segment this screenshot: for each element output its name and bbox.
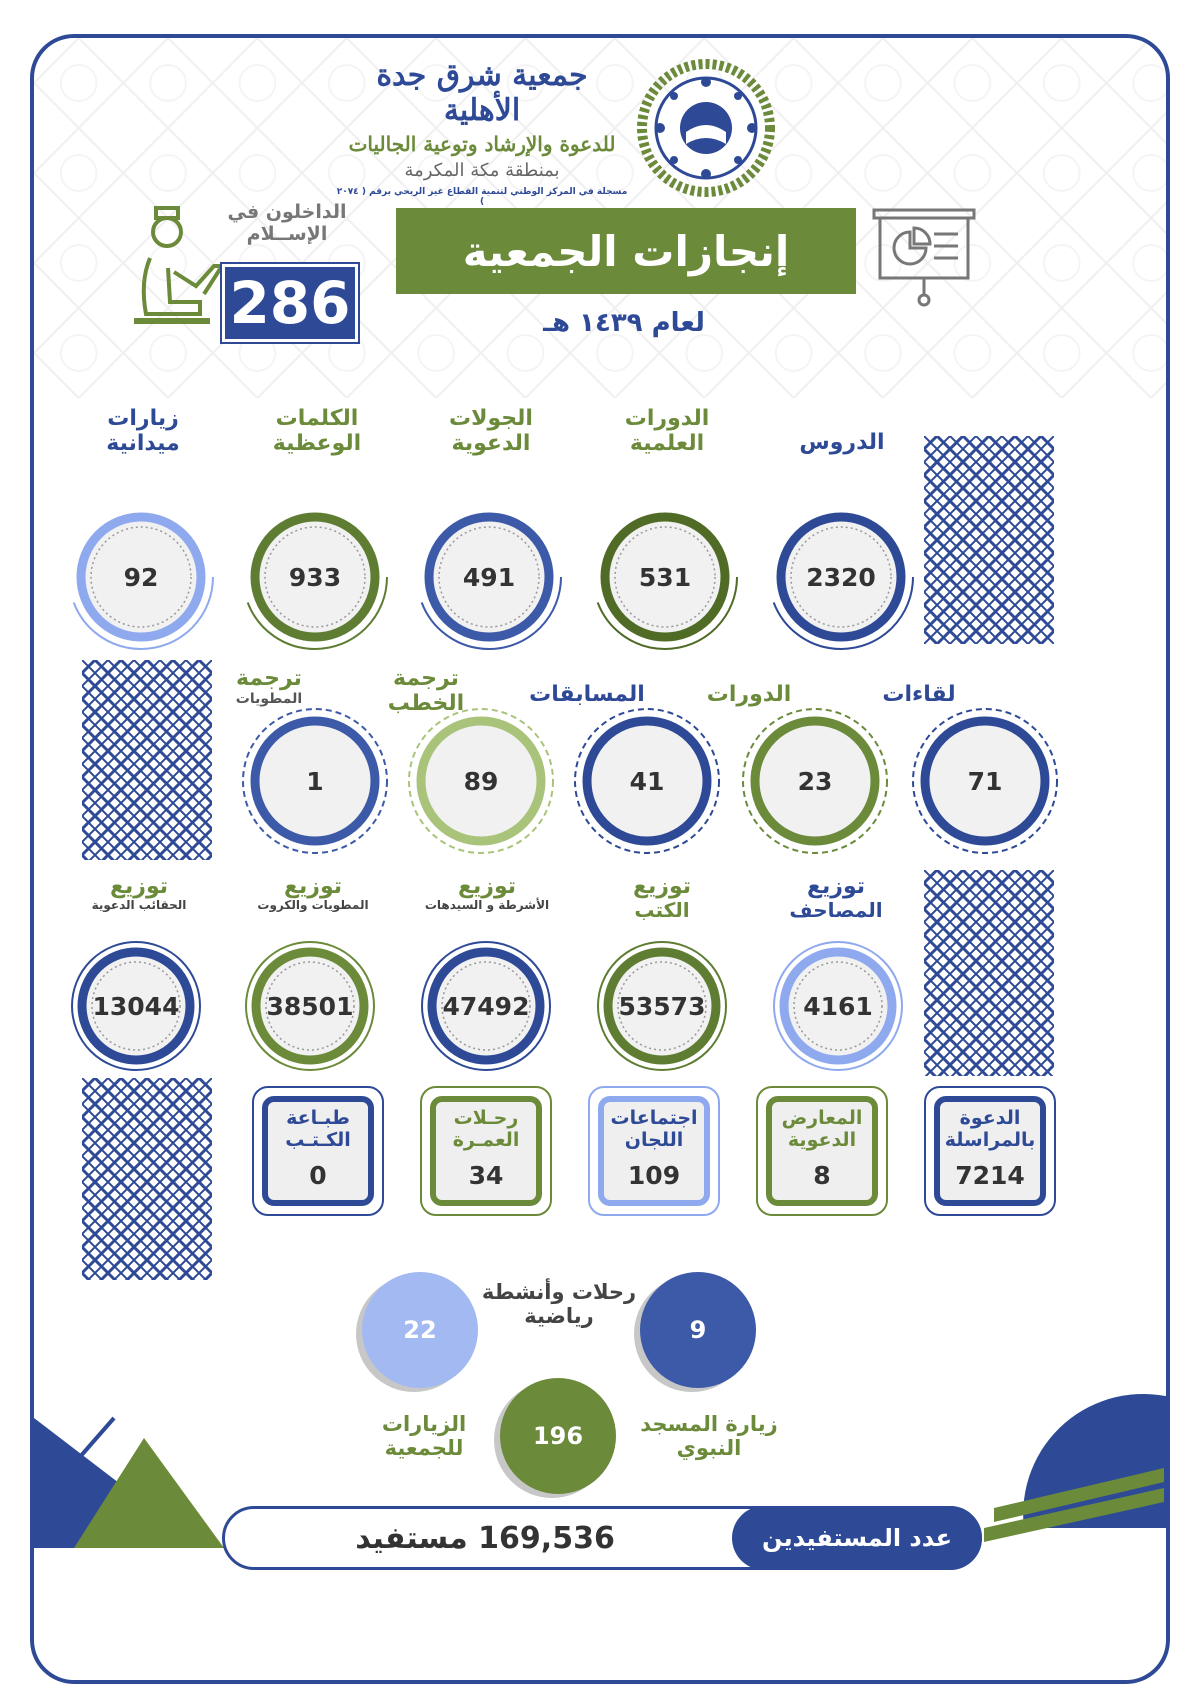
row2-stat-1 xyxy=(740,706,890,856)
row3-label-1 xyxy=(594,874,730,922)
row1-stat-3 xyxy=(240,502,390,652)
row2-stat-0 xyxy=(910,706,1060,856)
org-logo-emblem xyxy=(636,58,776,198)
row1-value-0: 2320 xyxy=(806,562,876,592)
prophet-mosque-label xyxy=(634,1412,784,1460)
converts-count: 286 xyxy=(222,264,358,342)
corner-decor-left xyxy=(34,1378,244,1548)
trips-label-line2: رياضية xyxy=(524,1304,594,1329)
row4-box-4 xyxy=(252,1086,384,1216)
row4-title-0-line2: بالمراسلة xyxy=(944,1128,1036,1151)
trips-label xyxy=(474,1280,644,1328)
row2-label-4-line1: ترجمة xyxy=(236,666,302,691)
row1-label-4: زيارات ميدانية xyxy=(106,406,180,457)
decor-pattern-left-1 xyxy=(82,660,212,860)
row4-title-3-line1: رحـلات xyxy=(453,1107,519,1129)
row4-title-3-line2: العمـرة xyxy=(452,1128,520,1151)
row2-value-0: 71 xyxy=(967,766,1003,796)
year-label: لعام ١٤٣٩ هـ xyxy=(543,308,705,338)
row2-label-4 xyxy=(214,666,324,707)
visits-label-line1: الزيارات xyxy=(381,1412,467,1436)
row4-title-2-line2: اللجان xyxy=(624,1128,684,1151)
row3-stat-3 xyxy=(242,938,378,1074)
row4-value-3: 34 xyxy=(468,1161,504,1190)
row3-stat-0 xyxy=(770,938,906,1074)
row1-stat-0 xyxy=(766,502,916,652)
row1-label-0: الدروس xyxy=(799,430,885,455)
row3-label-3-line2: المطويات والكروت xyxy=(257,898,369,913)
row2-value-2: 41 xyxy=(629,766,665,796)
row4-title-4-line1: طبـاعة xyxy=(286,1107,350,1129)
activities-circle: 22 xyxy=(362,1272,478,1388)
row3-value-1: 53573 xyxy=(618,991,706,1021)
sports-trips-circle: 9 xyxy=(640,1272,756,1388)
row4-title-2-line1: اجتماعات xyxy=(610,1107,698,1129)
row3-value-0: 4161 xyxy=(803,991,873,1021)
row4-box-2 xyxy=(588,1086,720,1216)
row4-title-0-line1: الدعوة xyxy=(959,1107,1021,1129)
row3-label-0-line1: توزيع xyxy=(806,874,865,899)
row3-value-4: 13044 xyxy=(92,991,180,1021)
org-region: بمنطقة مكة المكرمة xyxy=(404,160,560,181)
row4-box-0 xyxy=(924,1086,1056,1216)
praying-person-icon xyxy=(130,202,230,332)
row1-value-4: 92 xyxy=(123,562,159,592)
row2-value-1: 23 xyxy=(797,766,833,796)
row3-value-2: 47492 xyxy=(442,991,530,1021)
row2-label-4-line2: المطويات xyxy=(235,691,303,708)
globe-decor-right xyxy=(964,1378,1170,1548)
row2-label-3-line2: الخطب xyxy=(387,691,465,717)
org-subtitle: للدعوة والإرشاد وتوعية الجاليات xyxy=(348,132,616,156)
row4-title-4-line2: الكـتـب xyxy=(285,1128,351,1151)
row4-title-0 xyxy=(945,1108,1035,1152)
registration-note: مسجلة في المركز الوطني لتنمية القطاع غير الربحي برقم ( ٢٠٧٤ ) xyxy=(336,187,628,207)
row1-value-2: 491 xyxy=(462,562,516,592)
row4-title-1-line1: المعارض xyxy=(781,1107,863,1129)
row2-label-0: لقاءات xyxy=(882,682,956,707)
row3-label-2 xyxy=(412,874,562,913)
visits-label xyxy=(364,1412,484,1460)
prophet-label-line1: زيارة المسجد xyxy=(640,1412,778,1436)
row4-box-1 xyxy=(756,1086,888,1216)
row3-value-3: 38501 xyxy=(266,991,354,1021)
page-frame xyxy=(30,34,1170,1684)
row3-stat-4 xyxy=(68,938,204,1074)
row1-stat-2 xyxy=(414,502,564,652)
beneficiaries-count: 169,536 مستفيد xyxy=(355,1520,615,1556)
row4-title-1 xyxy=(782,1108,863,1152)
row1-label-3: الكلمات الوعظية xyxy=(272,406,362,457)
row3-label-0 xyxy=(768,874,904,922)
row3-label-3 xyxy=(238,874,388,913)
decor-pattern-left-2 xyxy=(82,1078,212,1280)
row2-stat-4 xyxy=(240,706,390,856)
presentation-chart-icon xyxy=(870,206,978,310)
beneficiaries-bar xyxy=(222,1506,982,1570)
org-name-block xyxy=(334,58,630,207)
visits-label-line2: للجمعية xyxy=(384,1436,464,1461)
converts-label-line1: الداخلون في xyxy=(227,201,347,223)
converts-label xyxy=(222,202,352,246)
converts-label-line2: الإســلام xyxy=(246,222,328,245)
row1-value-3: 933 xyxy=(288,562,342,592)
row3-label-2-line1: توزيع xyxy=(457,874,516,899)
row2-stat-2 xyxy=(572,706,722,856)
row3-label-3-line1: توزيع xyxy=(283,874,342,899)
row4-value-1: 8 xyxy=(813,1161,831,1190)
row1-label-1: الدورات العلمية xyxy=(624,406,710,457)
row2-label-3-line1: ترجمة xyxy=(393,666,459,691)
decor-pattern-right-1 xyxy=(924,436,1054,644)
row4-title-1-line2: الدعوية xyxy=(787,1128,857,1151)
row3-label-1-line2: الكتب xyxy=(634,898,690,923)
row4-box-3 xyxy=(420,1086,552,1216)
row4-value-0: 7214 xyxy=(955,1161,1025,1190)
decor-pattern-right-2 xyxy=(924,870,1054,1076)
row3-label-0-line2: المصاحف xyxy=(789,898,883,923)
association-visits-circle: 196 xyxy=(500,1378,616,1494)
row3-label-4 xyxy=(64,874,214,913)
row4-title-3 xyxy=(453,1108,520,1152)
beneficiaries-label: عدد المستفيدين xyxy=(732,1506,982,1570)
row3-stat-1 xyxy=(594,938,730,1074)
row2-label-2: المسابقات xyxy=(529,682,645,707)
row3-label-2-line2: الأشرطة و السيدهات xyxy=(424,898,550,913)
row3-stat-2 xyxy=(418,938,554,1074)
prophet-label-line2: النبوي xyxy=(676,1436,742,1461)
trips-label-line1: رحلات وأنشطة xyxy=(481,1280,637,1304)
row4-value-2: 109 xyxy=(627,1161,681,1190)
page-title: إنجازات الجمعية xyxy=(396,208,856,294)
row2-stat-3 xyxy=(406,706,556,856)
org-name: جمعية شرق جدة الأهلية xyxy=(376,58,588,128)
row1-stat-1 xyxy=(590,502,740,652)
row3-label-4-line1: توزيع xyxy=(109,874,168,899)
row2-value-3: 89 xyxy=(463,766,499,796)
row1-stat-4 xyxy=(66,502,216,652)
row1-value-1: 531 xyxy=(638,562,692,592)
row2-label-1: الدورات xyxy=(706,682,792,707)
row3-label-1-line1: توزيع xyxy=(632,874,691,899)
row2-value-4: 1 xyxy=(306,766,324,796)
row3-label-4-line2: الحقائب الدعوية xyxy=(91,898,187,913)
row1-label-2: الجولات الدعوية xyxy=(449,406,533,457)
row4-title-4 xyxy=(285,1108,351,1152)
row4-value-4: 0 xyxy=(309,1161,327,1190)
row4-title-2 xyxy=(610,1108,697,1152)
